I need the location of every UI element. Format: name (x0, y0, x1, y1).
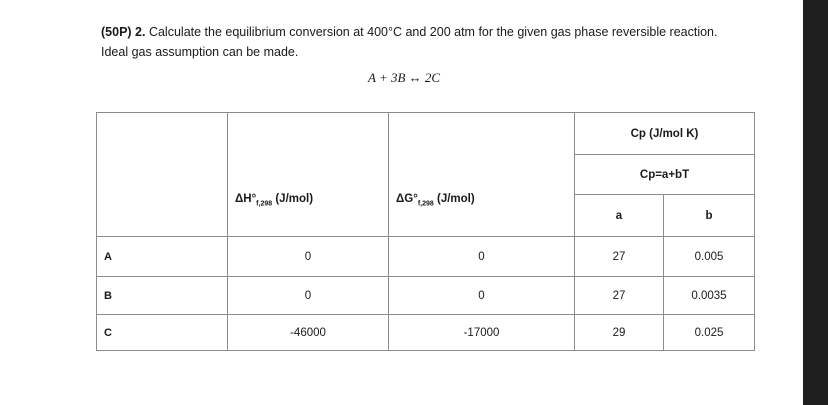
a-a-value: 27 (575, 237, 664, 277)
species-c-label: C (97, 315, 228, 351)
background-strip (803, 0, 828, 405)
question-line-2: Ideal gas assumption can be made. (101, 45, 299, 59)
dg-header-label (396, 193, 475, 207)
question-points: (50P) 2. (101, 25, 146, 39)
species-b-label: B (97, 277, 228, 315)
question-text (101, 22, 791, 62)
dg-header-cell (389, 113, 575, 237)
dh-header-cell (228, 113, 389, 237)
dg-a-value: 0 (389, 237, 575, 277)
b-b-value: 0.0035 (664, 277, 755, 315)
species-header-cell (97, 113, 228, 237)
col-a-header: a (575, 195, 664, 237)
dh-b-value: 0 (228, 277, 389, 315)
dh-header-main: ΔH° (235, 193, 257, 205)
dh-header-sub: f,298 (256, 200, 273, 208)
dg-header-main: ΔG° (396, 193, 418, 205)
dh-c-value: -46000 (228, 315, 389, 351)
dh-header-label (235, 193, 313, 207)
dg-header-sub: f,298 (417, 200, 434, 208)
a-b-value: 27 (575, 277, 664, 315)
b-c-value: 0.025 (664, 315, 755, 351)
reaction-equation: A + 3B ↔ 2C (368, 70, 441, 85)
a-c-value: 29 (575, 315, 664, 351)
dg-header-unit: (J/mol) (436, 193, 475, 205)
cp-group-header: Cp (J/mol K) (575, 113, 755, 155)
question-line-1 (101, 22, 791, 42)
data-table (96, 112, 755, 351)
b-a-value: 0.005 (664, 237, 755, 277)
dg-c-value: -17000 (389, 315, 575, 351)
dh-header-unit: (J/mol) (275, 193, 314, 205)
col-b-header: b (664, 195, 755, 237)
cp-formula-header: Cp=a+bT (575, 155, 755, 195)
dg-b-value: 0 (389, 277, 575, 315)
species-a-label: A (97, 237, 228, 277)
question-line-1-text: Calculate the equilibrium conversion at 400°C and 200 atm for the given gas phase reversible reaction. (148, 25, 718, 39)
dh-a-value: 0 (228, 237, 389, 277)
